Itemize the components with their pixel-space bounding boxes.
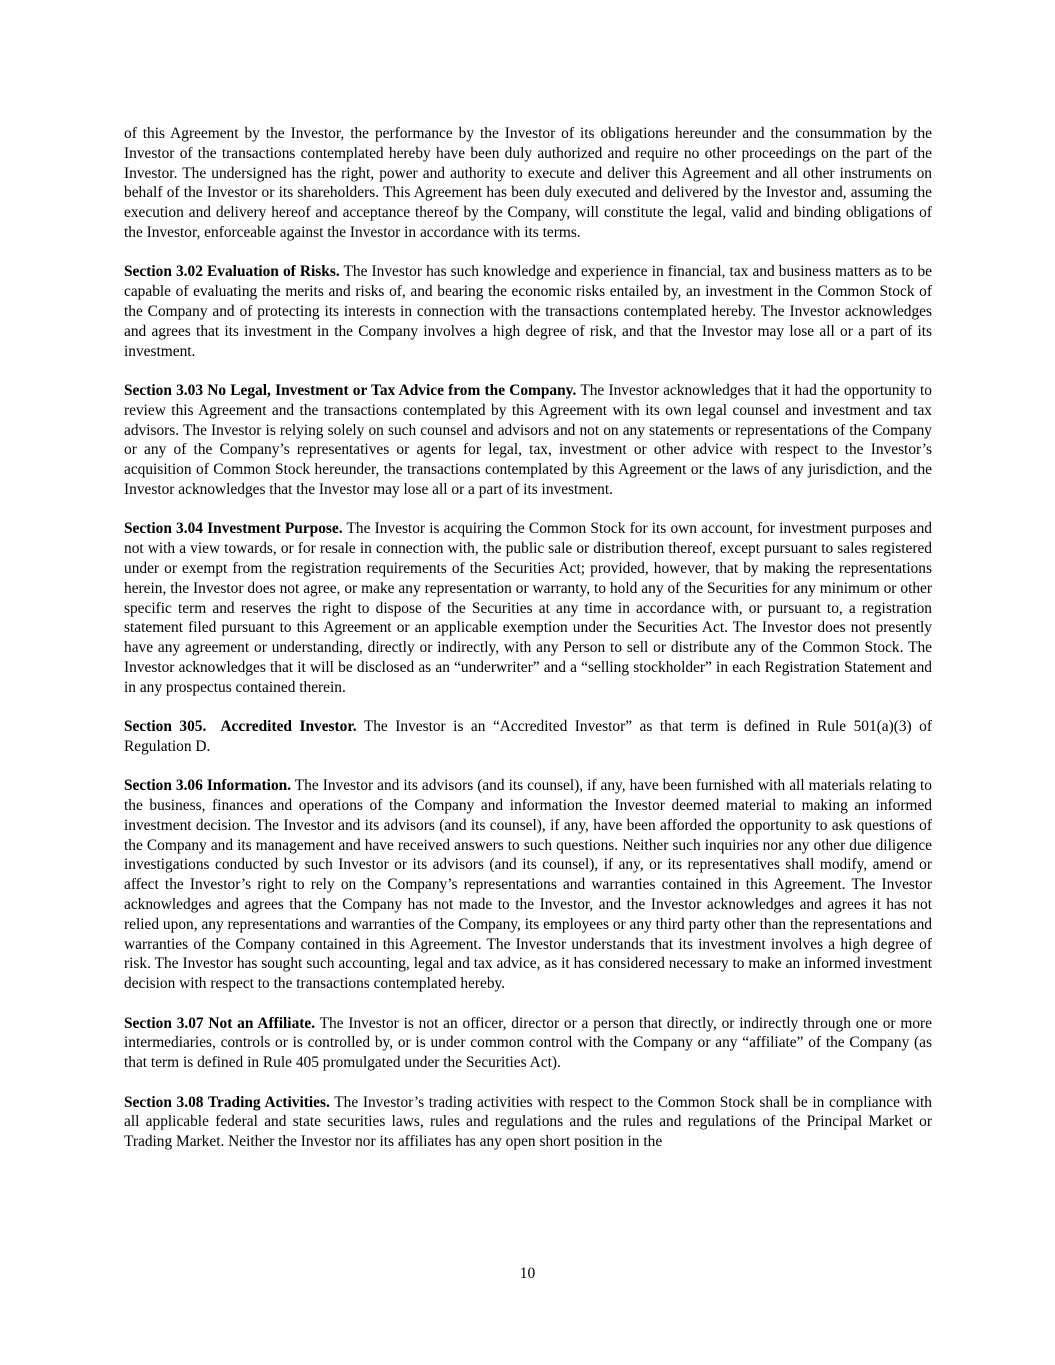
paragraph-continuation — [124, 124, 932, 243]
section-3-07-not-an-affiliate — [124, 1014, 932, 1073]
paragraph-text: of this Agreement by the Investor, the performance by the Investor of its obligations hereunder and the consummation by the Investor of the transactions contemplated hereby have been duly authorized and require no other proceedings on the part of the Investor. The undersigned has the right, power and authority to execute and deliver this Agreement and all other instruments on behalf of the Investor or its shareholders. This Agreement has been duly executed and delivered by the Investor and, assuming the execution and delivery hereof and acceptance thereof by the Company, will constitute the legal, valid and binding obligations of the Investor, enforceable against the Investor in accordance with its terms. — [124, 125, 932, 241]
paragraph-text: The Investor’s trading activities with respect to the Common Stock shall be in compliance with all applicable federal and state securities laws, rules and regulations and the rules and regulations of the Principal Market or Trading Market. Neither the Investor nor its affiliates has any open short position in the — [124, 1093, 932, 1151]
section-305-accredited-investor — [124, 717, 932, 757]
section-3-04-investment-purpose — [124, 519, 932, 697]
section-3-02-evaluation-of-risks — [124, 262, 932, 361]
paragraph-text: The Investor is not an officer, director or a person that directly, or indirectly through one or more intermediaries, controls or is controlled by, or is under common control with the Company or any “affiliate” of the Company (as that term is defined in Rule 405 promulgated under the Securities Act). — [124, 1014, 932, 1072]
paragraph-text: The Investor is acquiring the Common Stock for its own account, for investment purposes and not with a view towards, or for resale in connection with, the public sale or distribution thereof, except pursuant to sales registered under or exempt from the registration requirements of the Securities Act; provided, however, that by making the representations herein, the Investor does not agree, or make any representation or warranty, to hold any of the Securities for any minimum or other specific term and reserves the right to dispose of the Securities at any time in accordance with, or pursuant to, a registration statement filed pursuant to this Agreement or an applicable exemption under the Securities Act. The Investor does not presently have any agreement or understanding, directly or indirectly, with any Person to sell or distribute any of the Common Stock. The Investor acknowledges that it will be disclosed as an “underwriter” and a “selling stockholder” in each Registration Statement and in any prospectus contained therein. — [124, 520, 932, 696]
section-heading: Section 3.03 No Legal, Investment or Tax Advice from the Company. — [124, 381, 577, 399]
page-number: 10 — [519, 1265, 536, 1282]
paragraph-text: The Investor has such knowledge and experience in financial, tax and business matters as to be capable of evaluating the merits and risks of, and bearing the economic risks entailed by, an investment in the Common Stock of the Company and of protecting its interests in connection with the transactions contemplated hereby. The Investor acknowledges and agrees that its investment in the Company involves a high degree of risk, and that the Investor may lose all or a part of its investment. — [124, 263, 932, 360]
section-3-03-no-legal-advice — [124, 381, 932, 500]
document-body — [124, 124, 932, 1172]
section-3-06-information — [124, 776, 932, 994]
section-heading: Section 3.08 Trading Activities. — [124, 1093, 330, 1111]
section-heading: Section 3.06 Information. — [124, 777, 292, 795]
paragraph-text: The Investor and its advisors (and its counsel), if any, have been furnished with all materials relating to the business, finances and operations of the Company and information the Investor deemed material to making an informed investment decision. The Investor and its advisors (and its counsel), if any, have been afforded the opportunity to ask questions of the Company and its management and have received answers to such questions. Neither such inquiries nor any other due diligence investigations conducted by such Investor or its advisors (and its counsel), if any, or its representatives shall modify, amend or affect the Investor’s right to rely on the Company’s representations and warranties contained in this Agreement. The Investor acknowledges and agrees that the Company has not made to the Investor, and the Investor acknowledges and agrees it has not relied upon, any representations and warranties of the Company, its employees or any third party other than the representations and warranties of the Company contained in this Agreement. The Investor understands that its investment involves a high degree of risk. The Investor has sought such accounting, legal and tax advice, as it has considered necessary to make an informed investment decision with respect to the transactions contemplated hereby. — [124, 777, 932, 993]
paragraph-text: The Investor acknowledges that it had the opportunity to review this Agreement and the transactions contemplated by this Agreement with its own legal counsel and investment and tax advisors. The Investor is relying solely on such counsel and advisors and not on any statements or representations of the Company or any of the Company’s representatives or agents for legal, tax, investment or other advice with respect to the Investor’s acquisition of Common Stock hereunder, the transactions contemplated by this Agreement or the laws of any jurisdiction, and the Investor acknowledges that the Investor may lose all or a part of its investment. — [124, 381, 932, 498]
section-heading: Section 3.02 Evaluation of Risks. — [124, 263, 340, 281]
section-3-08-trading-activities — [124, 1093, 932, 1152]
paragraph-text: The Investor is an “Accredited Investor” as that term is defined in Rule 501(a)(3) of Regulation D. — [124, 718, 932, 755]
section-heading: Section 3.04 Investment Purpose. — [124, 520, 343, 538]
section-heading: Section 305. Accredited Investor. — [124, 718, 357, 736]
section-heading: Section 3.07 Not an Affiliate. — [124, 1014, 316, 1032]
